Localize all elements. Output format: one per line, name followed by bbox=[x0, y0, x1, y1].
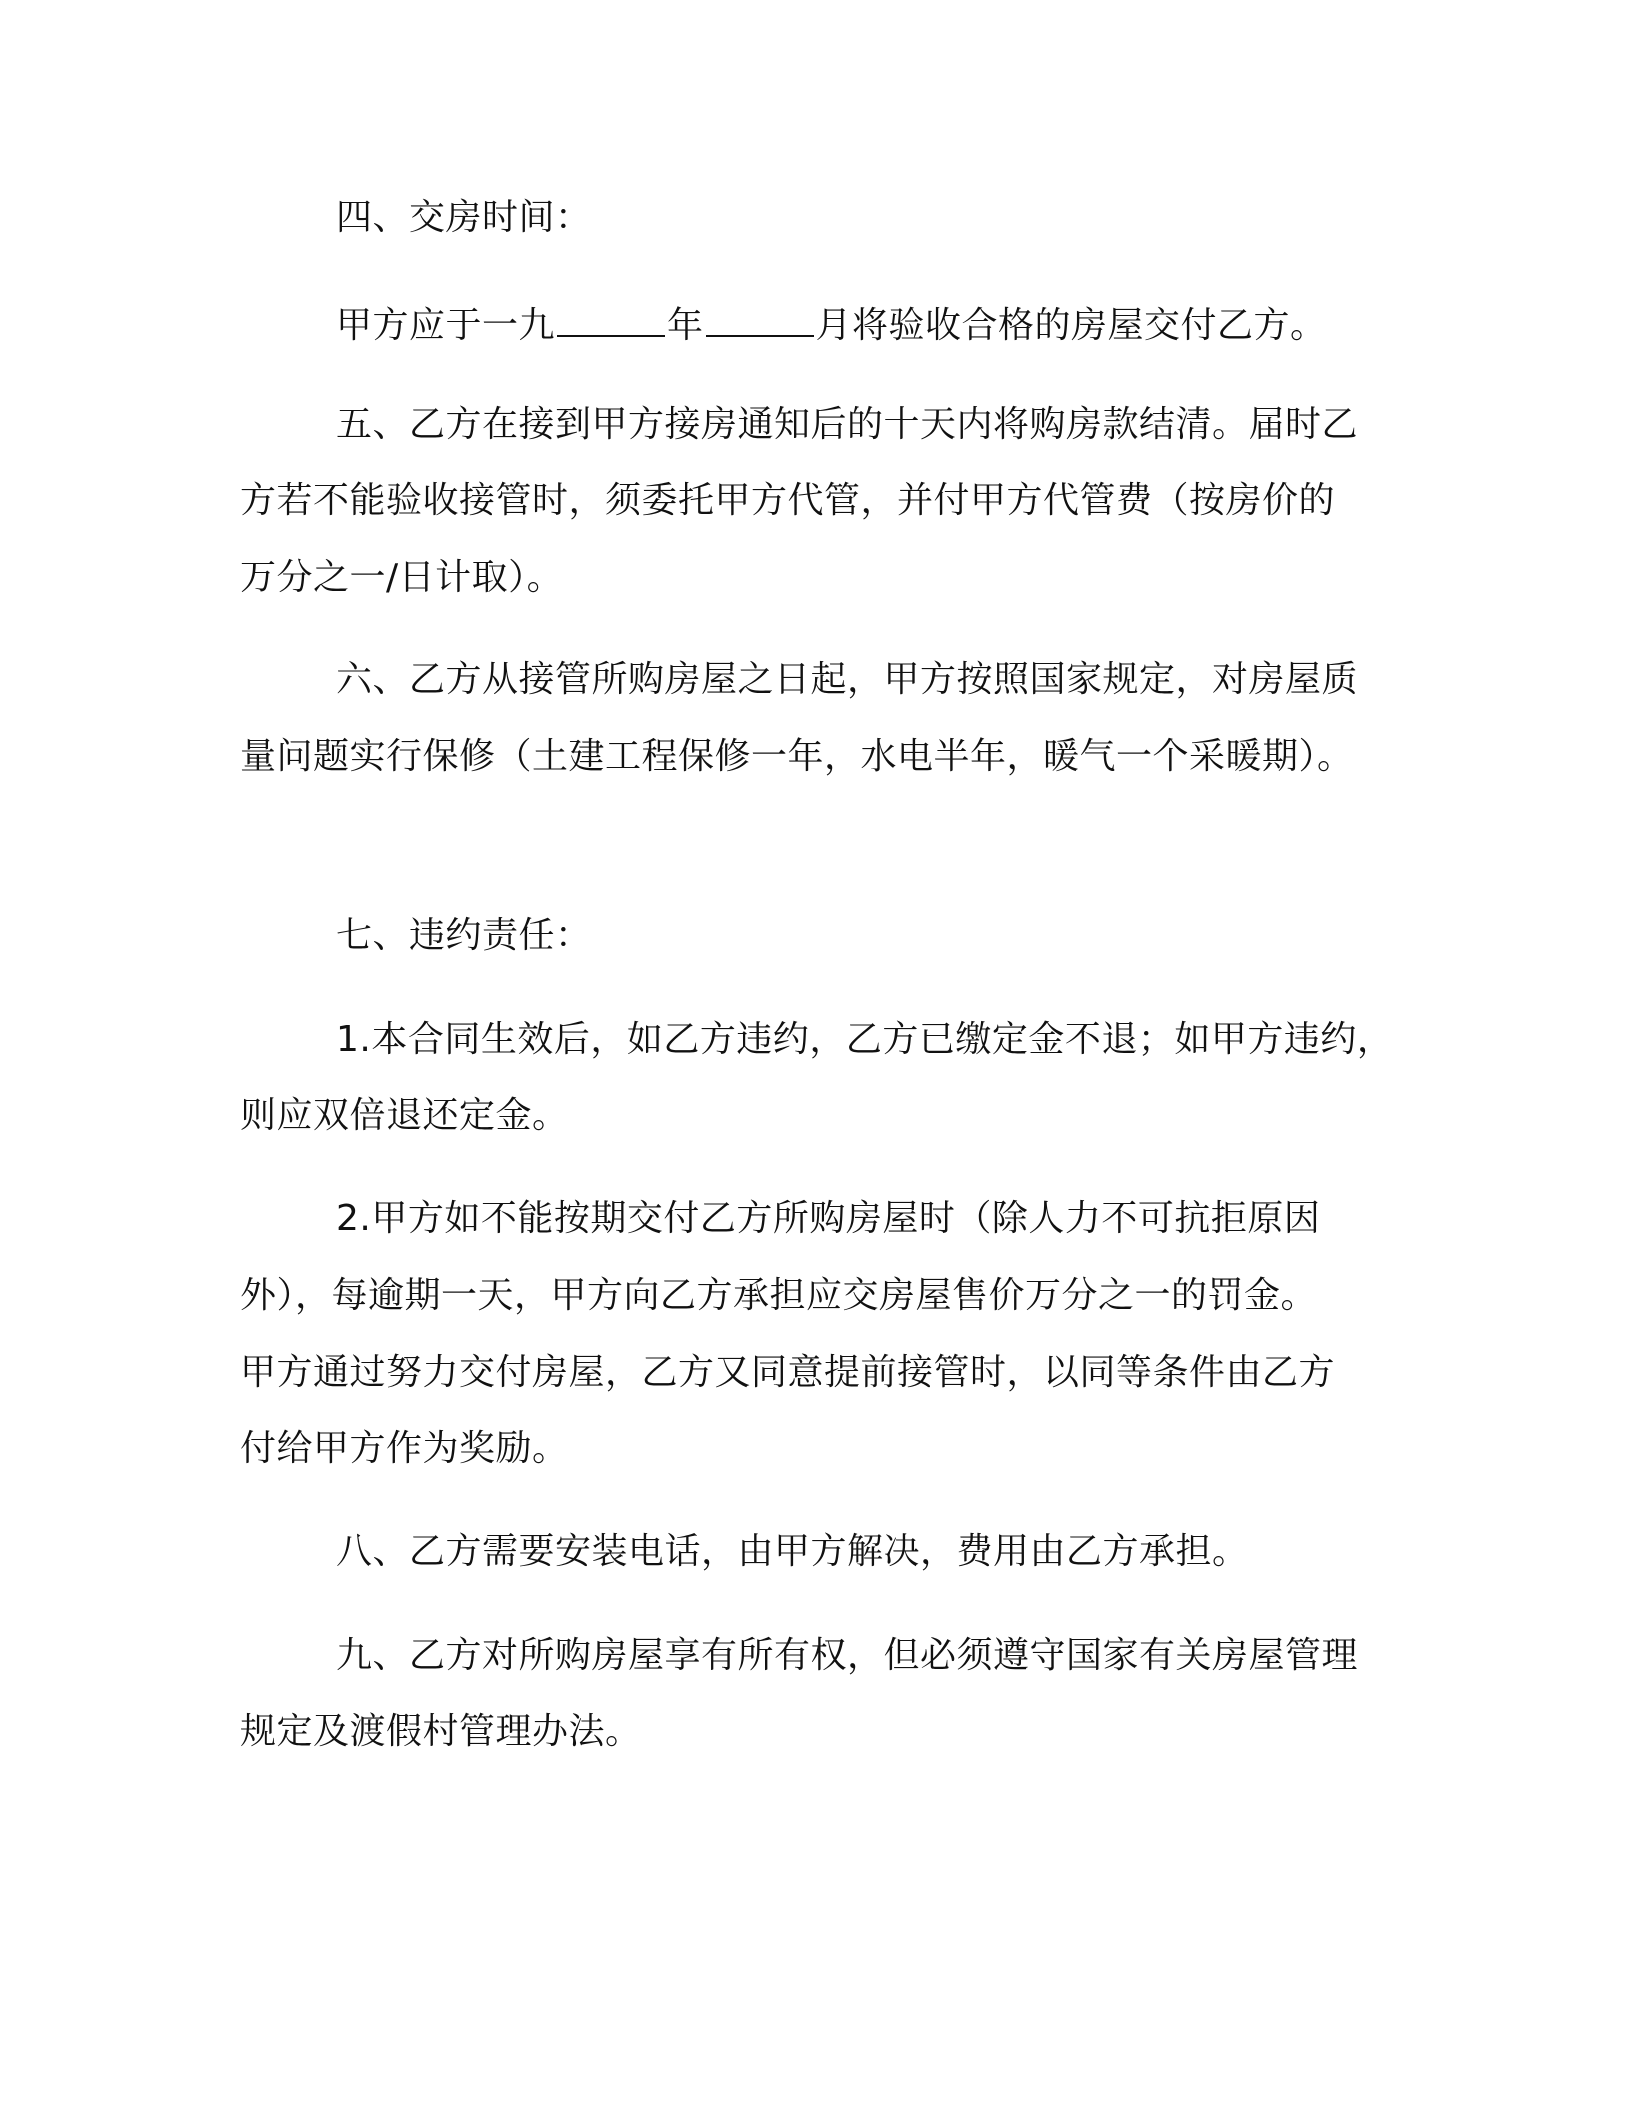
section-5-line-2: 方若不能验收接管时，须委托甲方代管，并付甲方代管费（按房价的 bbox=[240, 480, 1336, 521]
section-7-heading: 七、违约责任： bbox=[336, 915, 592, 956]
delivery-year-label: 年 bbox=[667, 305, 704, 346]
section-5-line-1: 五、乙方在接到甲方接房通知后的十天内将购房款结清。届时乙 bbox=[336, 404, 1359, 445]
year-blank bbox=[557, 297, 665, 337]
section-7-item-2-line-3: 甲方通过努力交付房屋，乙方又同意提前接管时，以同等条件由乙方 bbox=[240, 1352, 1336, 1393]
section-7-item-1-line-2: 则应双倍退还定金。 bbox=[240, 1095, 569, 1136]
section-4-heading: 四、交房时间： bbox=[336, 197, 592, 238]
section-4-delivery-line bbox=[336, 297, 1327, 350]
month-blank bbox=[706, 297, 814, 337]
section-7-item-1-line-1: 1.本合同生效后，如乙方违约，乙方已缴定金不退；如甲方违约， bbox=[336, 1019, 1394, 1060]
section-9-line-2: 规定及渡假村管理办法。 bbox=[240, 1711, 642, 1752]
section-6-line-2: 量问题实行保修（土建工程保修一年，水电半年，暖气一个采暖期）。 bbox=[240, 736, 1354, 777]
section-6-line-1: 六、乙方从接管所购房屋之日起，甲方按照国家规定，对房屋质 bbox=[336, 659, 1359, 700]
section-8-line: 八、乙方需要安装电话，由甲方解决，费用由乙方承担。 bbox=[336, 1531, 1249, 1572]
section-7-item-2-line-2: 外），每逾期一天，甲方向乙方承担应交房屋售价万分之一的罚金。 bbox=[240, 1275, 1318, 1316]
section-5-line-3: 万分之一/日计取）。 bbox=[240, 557, 564, 598]
section-7-item-2-line-1: 2.甲方如不能按期交付乙方所购房屋时（除人力不可抗拒原因 bbox=[336, 1198, 1321, 1239]
delivery-suffix: 月将验收合格的房屋交付乙方。 bbox=[815, 305, 1327, 346]
section-7-item-2-line-4: 付给甲方作为奖励。 bbox=[240, 1428, 569, 1469]
delivery-prefix: 甲方应于一九 bbox=[336, 305, 556, 346]
section-9-line-1: 九、乙方对所购房屋享有所有权，但必须遵守国家有关房屋管理 bbox=[336, 1635, 1359, 1676]
